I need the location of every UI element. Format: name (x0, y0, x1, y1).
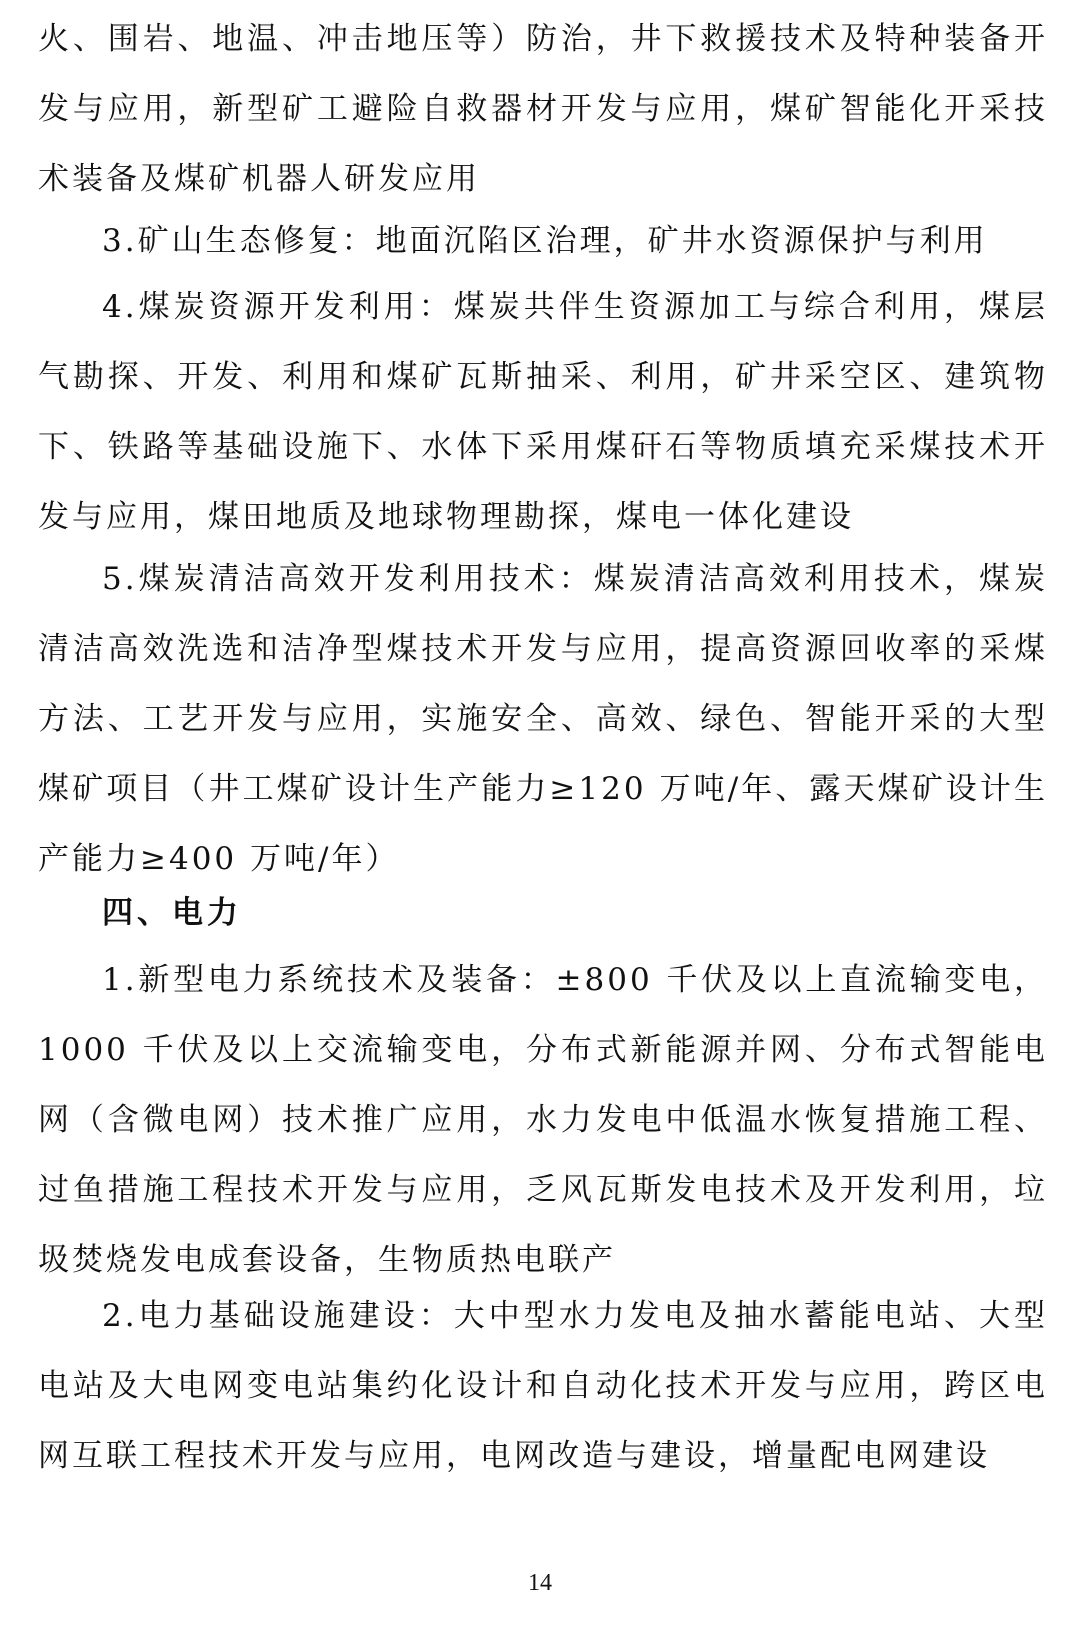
paragraph-power-infrastructure: 2.电力基础设施建设：大中型水力发电及抽水蓄能电站、大型电站及大电网变电站集约化设计和自动化技术开发与应用，跨区电网互联工程技术开发与应用，电网改造与建设，增量配电网建设 (38, 1298, 1048, 1474)
paragraph-clean-coal-technology: 5.煤炭清洁高效开发利用技术：煤炭清洁高效利用技术，煤炭清洁高效洗选和洁净型煤技术开发与应用，提高资源回收率的采煤方法、工艺开发与应用，实施安全、高效、绿色、智能开采的大型煤矿项目（井工煤矿设计生产能力≥120 万吨/年、露天煤矿设计生产能力≥400 万吨/年） (38, 561, 1048, 877)
paragraph-mine-safety-continued: 火、围岩、地温、冲击地压等）防治，井下救援技术及特种装备开发与应用，新型矿工避险自救器材开发与应用，煤矿智能化开采技术装备及煤矿机器人研发应用 (38, 21, 1048, 197)
section-heading-electric-power: 四、电力 (102, 895, 242, 931)
paragraph-new-power-system: 1.新型电力系统技术及装备：±800 千伏及以上直流输变电，1000 千伏及以上交流输变电，分布式新能源并网、分布式智能电网（含微电网）技术推广应用，水力发电中低温水恢复措施工程、过鱼措施工程技术开发与应用，乏风瓦斯发电技术及开发利用，垃圾焚烧发电成套设备，生物质热电联产 (38, 962, 1048, 1278)
paragraph-mine-ecological-restoration: 3.矿山生态修复：地面沉陷区治理，矿井水资源保护与利用 (102, 223, 988, 259)
paragraph-coal-resource-utilization: 4.煤炭资源开发利用：煤炭共伴生资源加工与综合利用，煤层气勘探、开发、利用和煤矿瓦斯抽采、利用，矿井采空区、建筑物下、铁路等基础设施下、水体下采用煤矸石等物质填充采煤技术开发与应用，煤田地质及地球物理勘探，煤电一体化建设 (38, 289, 1048, 535)
page-number: 14 (528, 1570, 552, 1596)
